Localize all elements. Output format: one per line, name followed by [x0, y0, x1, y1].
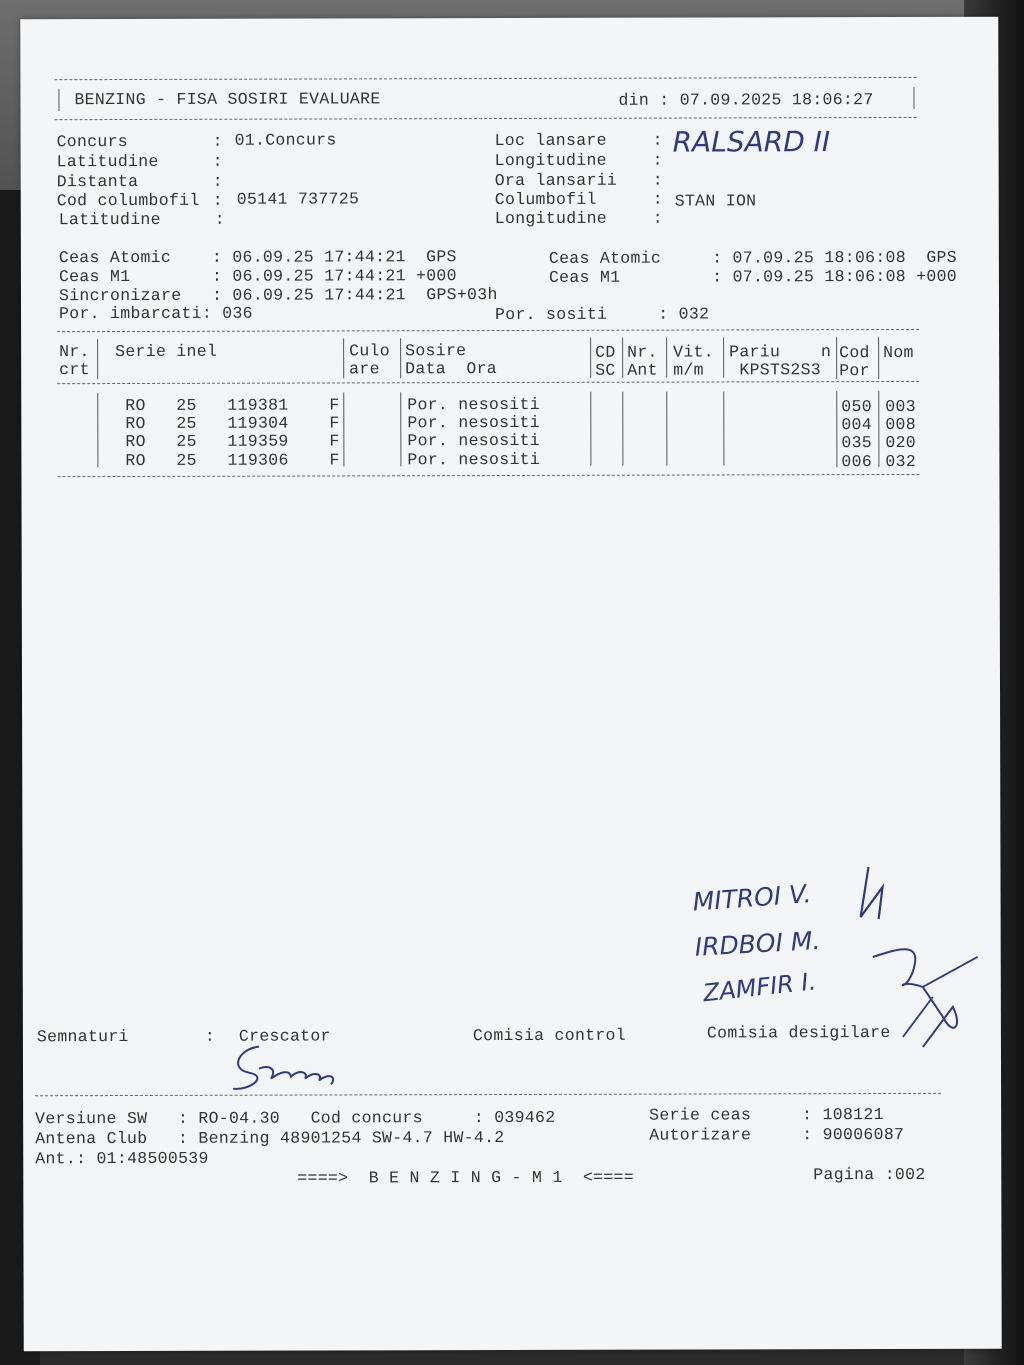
header-border-left	[58, 89, 59, 111]
info-right: Loc lansare : RALSARD II Longitudine : Ora lansarii : Columbofil : STAN ION Longitudine :	[494, 125, 831, 229]
info-label: Loc lansare	[494, 130, 607, 151]
table-rule-top	[57, 329, 919, 332]
table-rule-bottom	[57, 474, 919, 477]
info-label: Ora lansarii	[494, 170, 618, 191]
table-row: RO 25 119359 F Por. nesositi 035 020	[125, 430, 917, 453]
info-label: Distanta	[56, 171, 139, 192]
breeder-signature	[219, 1038, 359, 1094]
info-label: Concurs	[56, 132, 129, 152]
table-row: RO 25 119381 F Por. nesositi 050 003	[125, 394, 916, 417]
arrivals-table: Nr. crt Serie inel Culo are Sosire Data Ora CD SC Nr. Ant Vit. m/m Pariu n KPSTS2S3 Cod Por Nom RO 25 119381 F Por. nesositi 050 003 RO 25 119304 F Por. nesositi 004 008 RO 25 119359 F Por. nesositi 035 020 RO 25 119306 F Por. nesositi 006 032	[20, 17, 998, 20]
report-date: din : 07.09.2025 18:06:27	[618, 90, 874, 110]
signatures-row: Semnaturi : Crescator Comisia control Comisia desigilare	[36, 1023, 891, 1047]
info-left: Concurs : 01.Concurs Latitudine : Distanta : Cod columbofil : 05141 737725 Latitudine :	[56, 130, 360, 230]
clock-block: Ceas Atomic : 06.09.25 17:44:21 GPS Ceas M1 : 06.09.25 17:44:21 +000 Sincronizare : 06.09.25 17:44:21 GPS+03h Por. imbarcati: 036 Ceas Atomic : 07.09.25 18:06:08 GPS Ceas M1 : 07.09.25 18:06:08 +000 Por. sositi : 032	[58, 247, 958, 325]
handwritten-signature: IRDBOI M.	[693, 925, 822, 962]
info-label: Latitudine	[56, 151, 159, 172]
report-sheet	[20, 17, 1001, 1352]
footer-rule	[35, 1093, 941, 1096]
handwritten-release-place: RALSARD II	[672, 125, 831, 159]
report-title: BENZING - FISA SOSIRI EVALUARE	[74, 89, 381, 110]
footer-brand: ====> B E N Z I N G - M 1 <====	[297, 1167, 634, 1188]
info-value: STAN ION	[674, 191, 757, 211]
info-value: 01.Concurs	[234, 130, 337, 150]
header-border-right	[913, 87, 914, 109]
table-rule-mid	[57, 381, 919, 384]
info-label: Columbofil	[494, 189, 597, 210]
info-label: Longitudine	[494, 208, 608, 229]
handwritten-signature: MITROI V.	[691, 879, 813, 917]
table-row: RO 25 119306 F Por. nesositi 006 032	[125, 449, 917, 472]
info-label: Cod columbofil	[56, 190, 200, 211]
page-number: Pagina :002	[813, 1164, 926, 1185]
info-value: 05141 737725	[236, 189, 360, 209]
info-label: Longitudine	[494, 150, 607, 171]
handwritten-signature: ZAMFIR I.	[701, 967, 818, 1008]
header-rule-bottom	[55, 117, 917, 120]
footer: Versiune SW : RO-04.30 Cod concurs : 039462 Serie ceas : 108121 Antena Club : Benzing 48901254 SW-4.7 HW-4.2 Autorizare : 90006087 Ant.: 01:48500539 ====> B E N Z I N G - M 1 <==== Pagina :002	[35, 1105, 926, 1188]
table-row: RO 25 119304 F Por. nesositi 004 008	[125, 412, 916, 435]
info-label: Latitudine	[58, 209, 161, 230]
header-rule-top	[54, 77, 916, 80]
